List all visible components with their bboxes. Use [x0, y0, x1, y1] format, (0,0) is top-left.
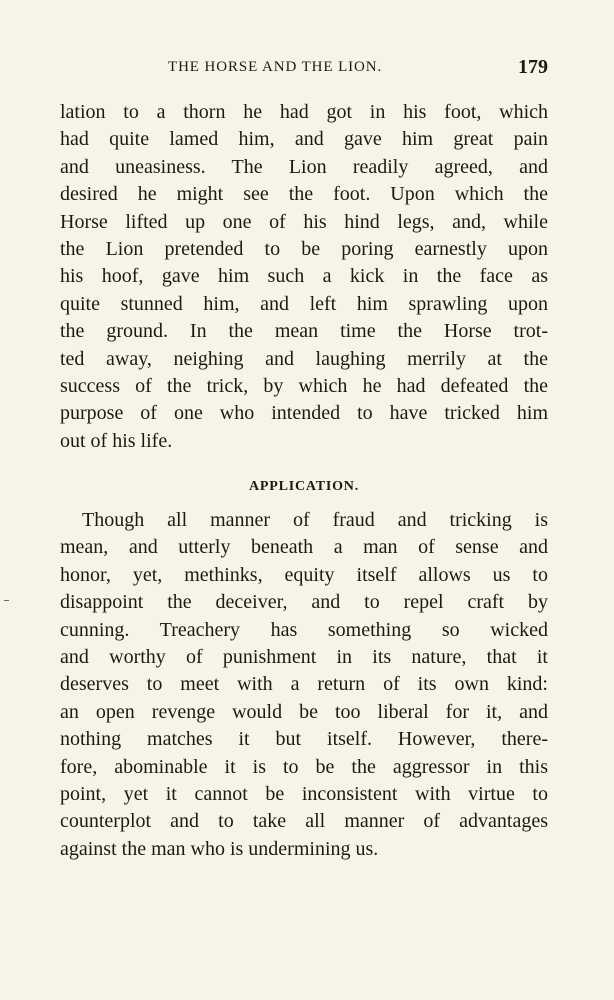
text-line: had quite lamed him, and gave him great pain — [60, 128, 548, 151]
text-line: point, yet it cannot be inconsistent with virtue to — [60, 782, 548, 805]
margin-mark — [4, 600, 9, 601]
text-line: desired he might see the foot. Upon which the — [60, 183, 548, 206]
running-head — [60, 56, 548, 80]
text-line: disappoint the deceiver, and to repel craft by — [60, 591, 548, 614]
page-number: 179 — [518, 56, 548, 78]
text-line: fore, abominable it is to be the aggressor in this — [60, 755, 548, 778]
text-line: an open revenge would be too liberal for it, and — [60, 700, 548, 723]
text-line: and worthy of punishment in its nature, that it — [60, 645, 548, 668]
running-title: THE HORSE AND THE LION. — [168, 59, 383, 75]
text-line: ted away, neighing and laughing merrily at the — [60, 347, 548, 370]
text-line: the Lion pretended to be poring earnestly upon — [60, 237, 548, 260]
text-line: quite stunned him, and left him sprawling upon — [60, 292, 548, 315]
text-line: Though all manner of fraud and tricking is — [82, 509, 548, 531]
text-line: purpose of one who intended to have tricked him — [60, 402, 548, 425]
text-line: his hoof, gave him such a kick in the face as — [60, 265, 548, 288]
application-paragraph — [60, 507, 548, 863]
text-line: lation to a thorn he had got in his foot, which — [60, 101, 548, 123]
text-line: success of the trick, by which he had defeated the — [60, 374, 548, 397]
text-line: out of his life. — [60, 429, 173, 452]
text-line: the ground. In the mean time the Horse trot- — [60, 320, 548, 343]
fable-paragraph — [60, 99, 548, 455]
section-heading: APPLICATION. — [248, 479, 360, 494]
text-line: honor, yet, methinks, equity itself allows us to — [60, 563, 548, 586]
text-line: mean, and utterly beneath a man of sense and — [60, 536, 548, 559]
text-line: against the man who is undermining us. — [60, 837, 379, 860]
text-line: and uneasiness. The Lion readily agreed, and — [60, 155, 548, 178]
text-line: deserves to meet with a return of its own kind: — [60, 673, 548, 696]
text-line: nothing matches it but itself. However, there- — [60, 728, 548, 751]
text-line: cunning. Treachery has something so wicked — [60, 618, 548, 641]
text-line: Horse lifted up one of his hind legs, and, while — [60, 210, 548, 233]
text-line: counterplot and to take all manner of advantages — [60, 810, 548, 833]
